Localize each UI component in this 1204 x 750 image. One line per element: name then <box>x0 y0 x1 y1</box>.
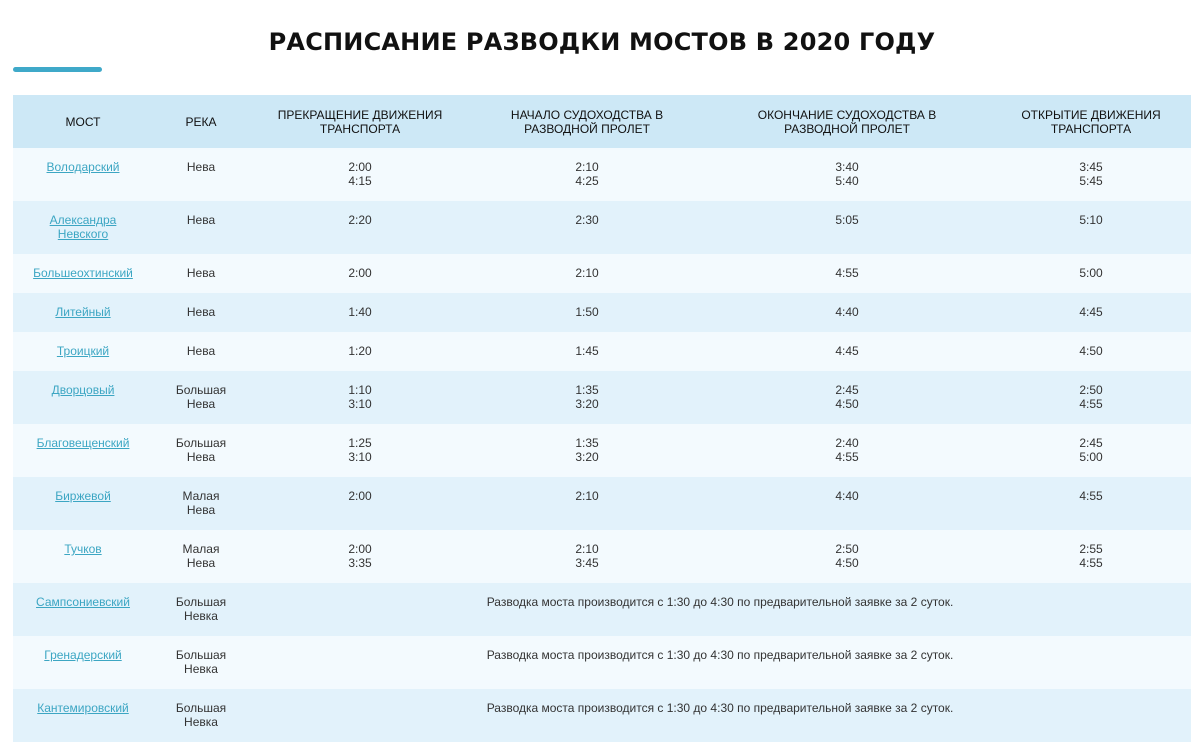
cell-bridge <box>13 636 153 689</box>
cell-navigation-start: 1:50 <box>471 293 703 332</box>
cell-navigation-start: 1:45 <box>471 332 703 371</box>
cell-bridge <box>13 424 153 477</box>
cell-river: Нева <box>153 293 249 332</box>
cell-bridge <box>13 148 153 201</box>
cell-bridge <box>13 254 153 293</box>
header-traffic-stop: ПРЕКРАЩЕНИЕ ДВИЖЕНИЯ ТРАНСПОРТА <box>249 95 471 148</box>
cell-traffic-stop: 1:40 <box>249 293 471 332</box>
bridge-link[interactable]: Тучков <box>64 542 102 556</box>
cell-traffic-stop: 2:00 3:35 <box>249 530 471 583</box>
cell-river: Большая Невка <box>153 583 249 636</box>
cell-river: Нева <box>153 254 249 293</box>
bridge-link[interactable]: Александра Невского <box>49 213 117 241</box>
table-row <box>13 293 1191 332</box>
cell-navigation-start: 2:10 <box>471 254 703 293</box>
table-header-row <box>13 95 1191 148</box>
cell-navigation-start: 2:10 4:25 <box>471 148 703 201</box>
table-row <box>13 332 1191 371</box>
cell-navigation-end: 5:05 <box>703 201 991 254</box>
cell-traffic-stop: 1:10 3:10 <box>249 371 471 424</box>
cell-navigation-end: 2:50 4:50 <box>703 530 991 583</box>
cell-schedule-note: Разводка моста производится с 1:30 до 4:30 по предварительной заявке за 2 суток. <box>249 583 1191 636</box>
cell-navigation-start: 2:10 3:45 <box>471 530 703 583</box>
cell-river: Нева <box>153 201 249 254</box>
cell-navigation-end: 4:45 <box>703 332 991 371</box>
cell-river: Большая Нева <box>153 371 249 424</box>
bridge-link[interactable]: Троицкий <box>56 344 110 358</box>
bridge-link[interactable]: Биржевой <box>55 489 111 503</box>
page-title: РАСПИСАНИЕ РАЗВОДКИ МОСТОВ В 2020 ГОДУ <box>268 28 936 57</box>
cell-navigation-end: 4:40 <box>703 477 991 530</box>
cell-traffic-stop: 2:00 4:15 <box>249 148 471 201</box>
bridge-link[interactable]: Кантемировский <box>37 701 129 715</box>
cell-navigation-start: 2:30 <box>471 201 703 254</box>
bridge-link[interactable]: Дворцовый <box>51 383 115 397</box>
header-bridge: МОСТ <box>13 95 153 148</box>
table-row <box>13 583 1191 636</box>
cell-navigation-end: 4:40 <box>703 293 991 332</box>
cell-traffic-open: 5:00 <box>991 254 1191 293</box>
header-navigation-start: НАЧАЛО СУДОХОДСТВА В РАЗВОДНОЙ ПРОЛЕТ <box>471 95 703 148</box>
cell-bridge <box>13 201 153 254</box>
cell-navigation-start: 1:35 3:20 <box>471 371 703 424</box>
table-row <box>13 201 1191 254</box>
table-row <box>13 530 1191 583</box>
table-row <box>13 477 1191 530</box>
cell-bridge <box>13 293 153 332</box>
bridge-schedule-table <box>13 95 1191 742</box>
cell-traffic-open: 4:50 <box>991 332 1191 371</box>
cell-traffic-open: 4:55 <box>991 477 1191 530</box>
title-accent-bar <box>13 67 102 72</box>
cell-bridge <box>13 477 153 530</box>
table-row <box>13 689 1191 742</box>
cell-navigation-end: 3:40 5:40 <box>703 148 991 201</box>
bridge-link[interactable]: Благовещенский <box>36 436 130 450</box>
cell-traffic-open: 3:45 5:45 <box>991 148 1191 201</box>
cell-navigation-start: 2:10 <box>471 477 703 530</box>
cell-navigation-end: 4:55 <box>703 254 991 293</box>
table-row <box>13 371 1191 424</box>
cell-river: Малая Нева <box>153 477 249 530</box>
cell-traffic-stop: 1:20 <box>249 332 471 371</box>
cell-traffic-stop: 2:20 <box>249 201 471 254</box>
cell-river: Нева <box>153 148 249 201</box>
table-row <box>13 148 1191 201</box>
table-body <box>13 148 1191 742</box>
cell-river: Большая Невка <box>153 689 249 742</box>
header-navigation-end: ОКОНЧАНИЕ СУДОХОДСТВА В РАЗВОДНОЙ ПРОЛЕТ <box>703 95 991 148</box>
cell-bridge <box>13 371 153 424</box>
cell-river: Большая Нева <box>153 424 249 477</box>
table-row <box>13 424 1191 477</box>
table-row <box>13 636 1191 689</box>
cell-bridge <box>13 530 153 583</box>
cell-navigation-end: 2:45 4:50 <box>703 371 991 424</box>
cell-traffic-open: 4:45 <box>991 293 1191 332</box>
bridge-link[interactable]: Сампсониевский <box>36 595 130 609</box>
cell-traffic-stop: 2:00 <box>249 254 471 293</box>
header-river: РЕКА <box>153 95 249 148</box>
cell-bridge <box>13 332 153 371</box>
cell-navigation-start: 1:35 3:20 <box>471 424 703 477</box>
bridge-link[interactable]: Литейный <box>55 305 111 319</box>
cell-traffic-stop: 1:25 3:10 <box>249 424 471 477</box>
bridge-link[interactable]: Гренадерский <box>44 648 122 662</box>
cell-schedule-note: Разводка моста производится с 1:30 до 4:30 по предварительной заявке за 2 суток. <box>249 636 1191 689</box>
cell-bridge <box>13 689 153 742</box>
cell-traffic-open: 2:50 4:55 <box>991 371 1191 424</box>
bridge-link[interactable]: Володарский <box>46 160 120 174</box>
header-traffic-open: ОТКРЫТИЕ ДВИЖЕНИЯ ТРАНСПОРТА <box>991 95 1191 148</box>
cell-river: Большая Невка <box>153 636 249 689</box>
cell-bridge <box>13 583 153 636</box>
cell-traffic-stop: 2:00 <box>249 477 471 530</box>
cell-navigation-end: 2:40 4:55 <box>703 424 991 477</box>
cell-river: Нева <box>153 332 249 371</box>
cell-schedule-note: Разводка моста производится с 1:30 до 4:30 по предварительной заявке за 2 суток. <box>249 689 1191 742</box>
table-row <box>13 254 1191 293</box>
cell-traffic-open: 2:45 5:00 <box>991 424 1191 477</box>
cell-traffic-open: 5:10 <box>991 201 1191 254</box>
cell-river: Малая Нева <box>153 530 249 583</box>
bridge-link[interactable]: Большеохтинский <box>33 266 133 280</box>
cell-traffic-open: 2:55 4:55 <box>991 530 1191 583</box>
